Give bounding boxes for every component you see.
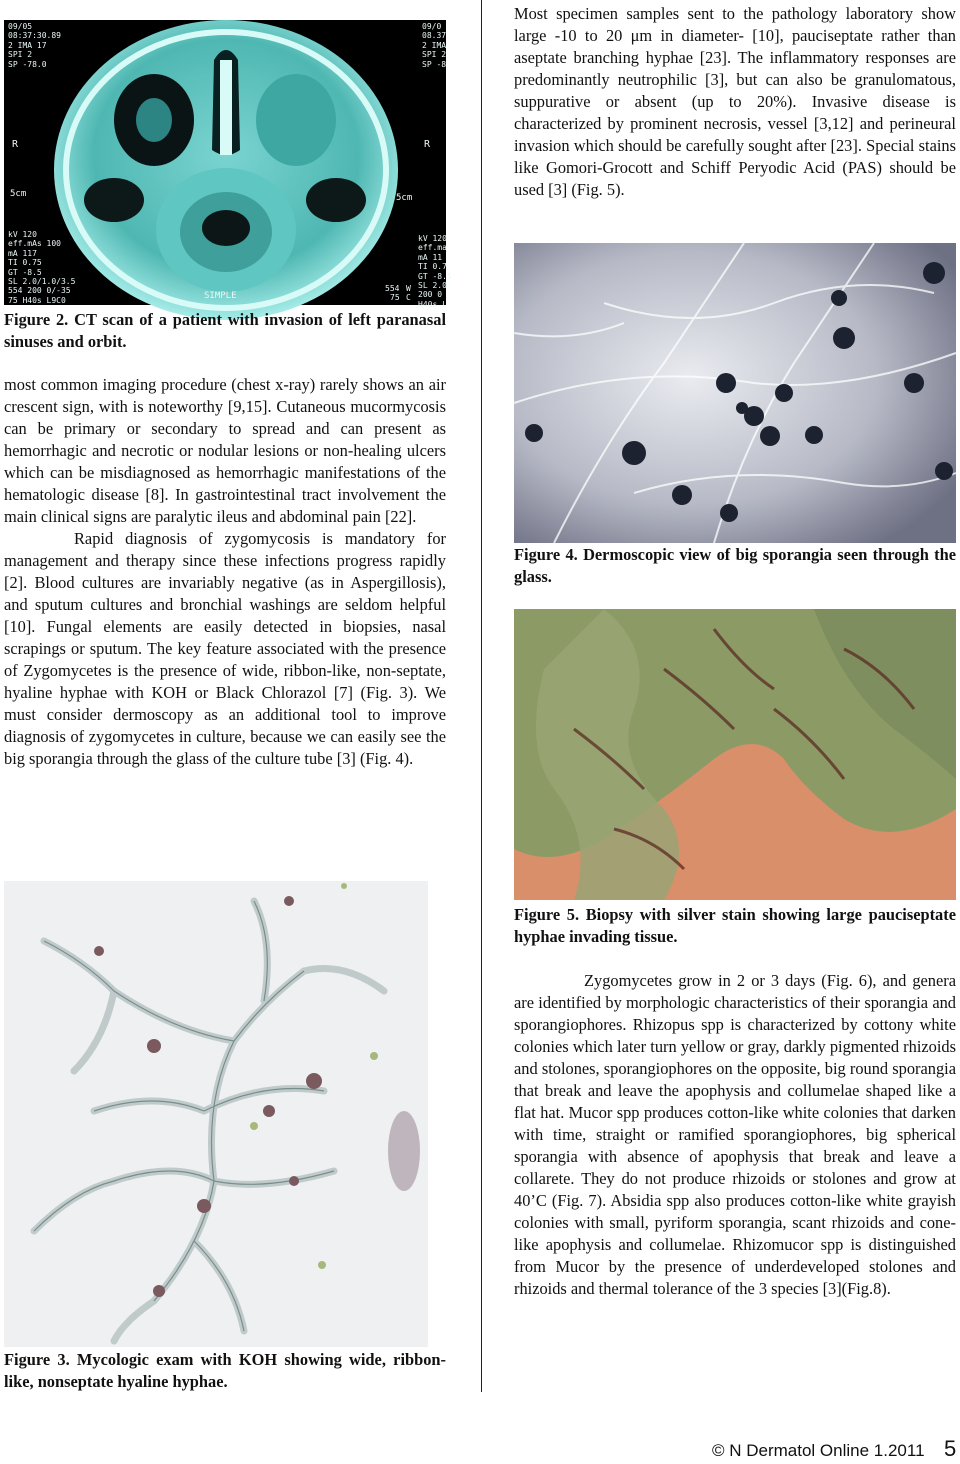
ct-label-r-right: R — [424, 139, 431, 150]
right-column-text-bottom — [514, 970, 956, 1300]
ct-label-75: 75 — [390, 293, 400, 302]
right-column-text-top — [514, 3, 956, 201]
koh-hyphae-graphic — [4, 881, 428, 1347]
body-paragraph: Zygomycetes grow in 2 or 3 days (Fig. 6), and genera are identified by morphologic characteristics of their sporangia and sporangiophores. Rhizopus spp is characterized by cottony white colonies which later turn yellow or gray, darkly pigmented rhizoids and stolones, sporangiophores on the opposite, big round sporangia that break and leave the apophysis and collumelae shaped like a flat hat. Mucor spp produces cotton-like white colonies that darken with time, straight or ramified sporangiophores, big spherical sporangia with absence of apophysis that break and leave a collarete. They do not produce rhizoids or stolones and grow at 40’C (Fig. 7). Absidia spp also produces cotton-like white grayish colonies with small, pyriform sporangia, scant rhizoids and cone-like apophysis and collumelae. Rhizomucor spp is distinguished from Mucor by the presence of underdeveloped stolones and rhizoids and thermal tolerance of the 3 species [3](Fig.8). — [514, 971, 956, 1298]
ct-overlay-top-right: 09/0 08.37 2 IMA SPI 2 SP -8 — [422, 22, 447, 69]
column-divider — [481, 0, 482, 1392]
ct-label-5cm-left: 5cm — [10, 189, 27, 199]
ct-label-r-left: R — [12, 139, 19, 150]
body-paragraph: Most specimen samples sent to the pathology laboratory show large -10 to 20 μm in diameter- [10], pauciseptate rather than aseptate branching hyphae [23]. The inflammatory responses are predominantly neutrophilic [3], but can also be granulomatous, suppurative or absent (up to 20%). Invasive disease is characterized by prominent necrosis, vessel [3,12] and perineural invasion which should be carefully sought after [23]. Special stains like Gomori-Grocott and Schiff Peryodic Acid (PAS) should be used [3] (Fig. 5). — [514, 4, 956, 199]
left-column-text — [4, 374, 446, 770]
figure-4-dermoscopy-image — [514, 243, 956, 543]
ct-overlay-top-left: 09/05 08:37:30.89 2 IMA 17 SPI 2 SP -78.0 — [8, 22, 61, 69]
ct-label-simple: SIMPLE — [204, 291, 237, 301]
ct-overlay-bottom-left: kV 120 eff.mAs 100 mA 117 TI 0.75 GT -8.5 SL 2.0/1.0/3.5 554 200 0/-35 75 H40s L9C0 — [8, 230, 76, 305]
ct-label-554: 554 — [385, 284, 400, 293]
figure-4-caption: Figure 4. Dermoscopic view of big sporangia seen through the glass. — [514, 545, 956, 586]
body-paragraph: Rapid diagnosis of zygomycosis is mandatory for management and therapy since these infections progress rapidly [2]. Blood cultures are invariably negative (as in Aspergillosis), and sputum cultures and bronchial washings are seldom helpful [10]. Fungal elements are easily detected in biopsies, nasal scrapings or sputum. The key feature associated with the presence of Zygomycetes is the presence of wide, ribbon-like, non-septate, hyaline hyphae with KOH or Black Chlorazol [7] (Fig. 3). We must consider dermoscopy as an additional tool to improve diagnosis of zygomycetes in culture, because we can easily see the big sporangia through the glass of the culture tube [3] (Fig. 4). — [4, 529, 446, 768]
figure-2-ct-scan-image — [4, 20, 452, 309]
page-number: 5 — [944, 1436, 957, 1461]
figure-3-koh-image — [4, 881, 428, 1347]
sporangia-graphic — [514, 243, 956, 543]
figure-3-caption: Figure 3. Mycologic exam with KOH showing wide, ribbon-like, nonseptate hyaline hyphae. — [4, 1350, 446, 1391]
ct-label-w: W — [406, 284, 411, 293]
ct-overlay-bottom-right: kV 120 eff.ma mA 11 TI 0.7 GT -8.5 SL 2.0 200 0 H40s L — [418, 234, 452, 309]
journal-footer: © N Dermatol Online 1.2011 — [712, 1441, 925, 1460]
figure-5-caption: Figure 5. Biopsy with silver stain showing large pauciseptate hyphae invading tissue. — [514, 905, 956, 946]
ct-label-5cm-right: 5cm — [396, 193, 413, 203]
body-paragraph: most common imaging procedure (chest x-ray) rarely shows an air crescent sign, with is noteworthy [9,15]. Cutaneous mucormycosis can be primary or secondary to spread and can present as hemorrhagic and necrotic or nodular lesions or non-healing ulcers which can be misdiagnosed as hemorrhagic manifestations of the hematologic disease [8]. In gastrointestinal tract involvement the main clinical signs are paralytic ileus and abdominal pain [22]. — [4, 375, 446, 526]
ct-label-c: C — [406, 293, 411, 302]
biopsy-tissue-graphic — [514, 609, 956, 900]
figure-5-biopsy-image — [514, 609, 956, 900]
figure-2-caption: Figure 2. CT scan of a patient with invasion of left paranasal sinuses and orbit. — [4, 310, 446, 351]
